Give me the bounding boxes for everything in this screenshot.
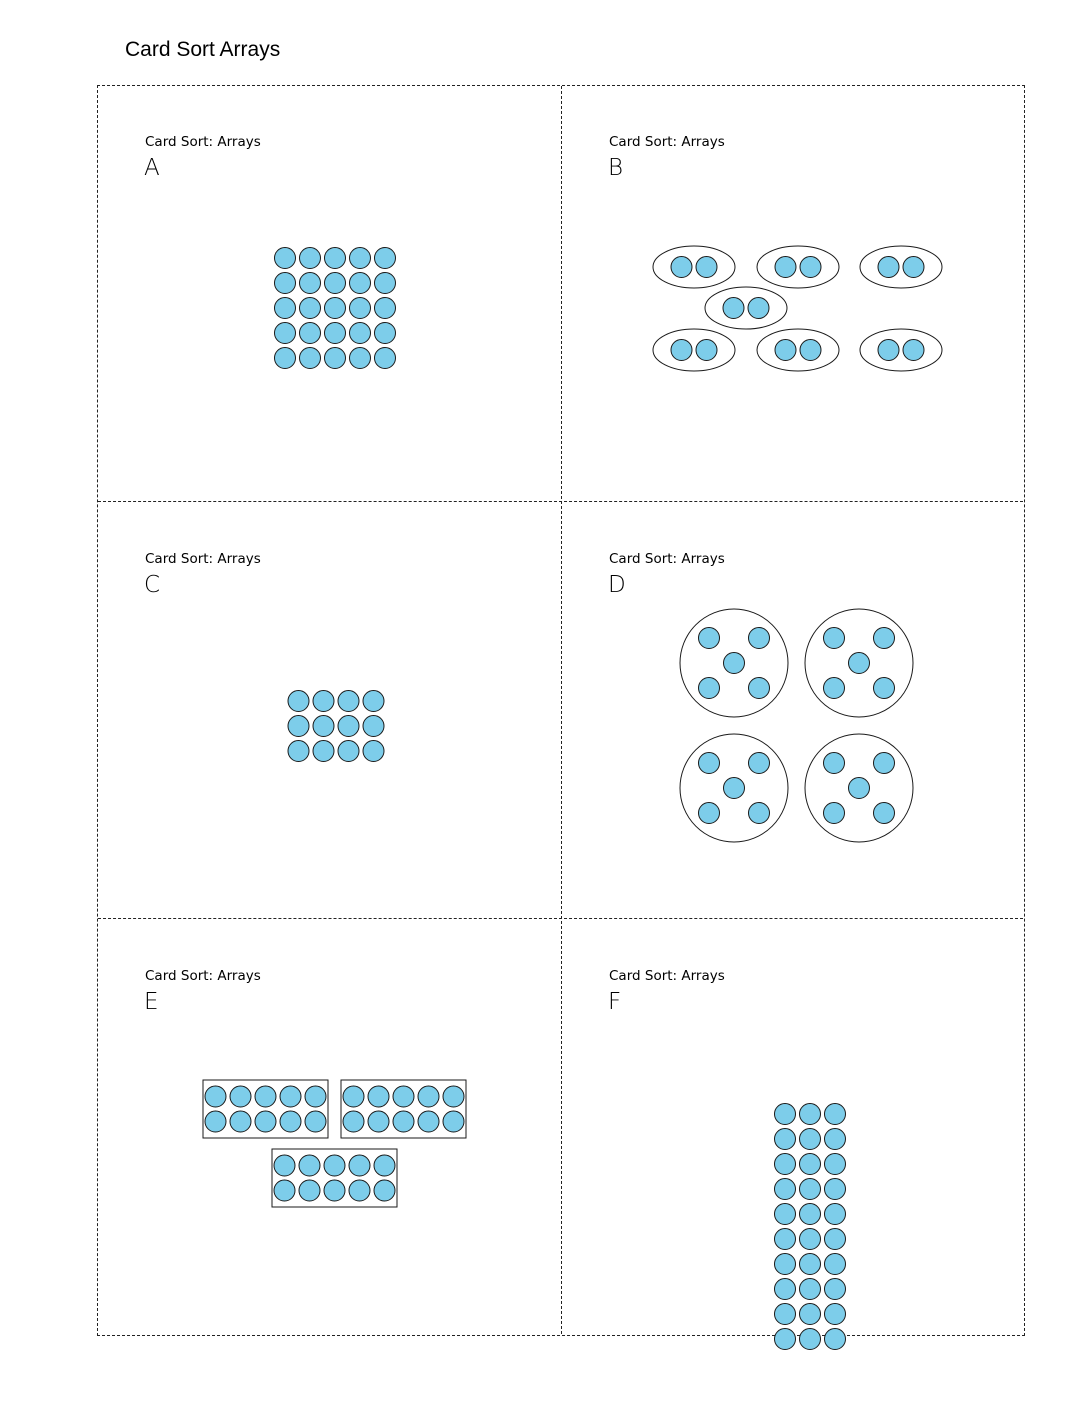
counter-dot	[775, 1279, 796, 1300]
counter-dot	[205, 1111, 226, 1132]
counter-dot	[443, 1111, 464, 1132]
counter-dot	[800, 1179, 821, 1200]
counter-dot	[375, 298, 396, 319]
counter-dot	[280, 1111, 301, 1132]
card-b[interactable]	[562, 86, 1026, 503]
card-d-dots-in-circles	[562, 503, 1026, 920]
group-oval	[705, 287, 787, 329]
counter-dot	[230, 1111, 251, 1132]
counter-dot	[825, 1179, 846, 1200]
counter-dot	[288, 691, 309, 712]
counter-dot	[313, 691, 334, 712]
card-grid	[97, 85, 1025, 1336]
counter-dot	[874, 753, 895, 774]
counter-dot	[324, 1155, 345, 1176]
group-oval	[653, 329, 735, 371]
counter-dot	[350, 273, 371, 294]
counter-dot	[338, 691, 359, 712]
counter-dot	[393, 1111, 414, 1132]
counter-dot	[696, 340, 717, 361]
card-f[interactable]	[562, 920, 1026, 1337]
group-oval	[860, 329, 942, 371]
counter-dot	[300, 298, 321, 319]
card-header: Card Sort: Arrays	[609, 968, 725, 984]
counter-dot	[824, 678, 845, 699]
counter-dot	[443, 1086, 464, 1107]
counter-dot	[274, 1155, 295, 1176]
counter-dot	[825, 1279, 846, 1300]
counter-dot	[288, 716, 309, 737]
counter-dot	[800, 1279, 821, 1300]
counter-dot	[374, 1155, 395, 1176]
counter-dot	[338, 741, 359, 762]
counter-dot	[775, 1129, 796, 1150]
counter-dot	[800, 1204, 821, 1225]
card-c[interactable]	[98, 503, 562, 920]
counter-dot	[800, 1254, 821, 1275]
counter-dot	[205, 1086, 226, 1107]
counter-dot	[325, 248, 346, 269]
counter-dot	[775, 1304, 796, 1325]
counter-dot	[825, 1229, 846, 1250]
counter-dot	[324, 1180, 345, 1201]
counter-dot	[800, 1304, 821, 1325]
counter-dot	[325, 348, 346, 369]
counter-dot	[299, 1155, 320, 1176]
counter-dot	[350, 248, 371, 269]
counter-dot	[800, 257, 821, 278]
counter-dot	[343, 1111, 364, 1132]
counter-dot	[375, 348, 396, 369]
counter-dot	[255, 1086, 276, 1107]
card-letter: B	[608, 155, 624, 181]
counter-dot	[800, 1329, 821, 1350]
counter-dot	[749, 628, 770, 649]
counter-dot	[349, 1180, 370, 1201]
counter-dot	[825, 1329, 846, 1350]
card-header: Card Sort: Arrays	[609, 134, 725, 150]
card-b-dots-in-ovals	[562, 86, 1026, 503]
counter-dot	[350, 348, 371, 369]
counter-dot	[775, 1104, 796, 1125]
counter-dot	[723, 298, 744, 319]
counter-dot	[800, 340, 821, 361]
counter-dot	[775, 1254, 796, 1275]
counter-dot	[305, 1086, 326, 1107]
counter-dot	[849, 653, 870, 674]
card-a-dots-array	[98, 86, 562, 503]
counter-dot	[775, 1204, 796, 1225]
counter-dot	[878, 257, 899, 278]
counter-dot	[775, 1329, 796, 1350]
counter-dot	[874, 678, 895, 699]
counter-dot	[825, 1129, 846, 1150]
counter-dot	[825, 1154, 846, 1175]
counter-dot	[363, 691, 384, 712]
card-f-dots-array	[562, 920, 1026, 1337]
counter-dot	[325, 323, 346, 344]
card-letter: F	[608, 989, 622, 1015]
counter-dot	[300, 248, 321, 269]
counter-dot	[671, 257, 692, 278]
counter-dot	[350, 298, 371, 319]
counter-dot	[299, 1180, 320, 1201]
counter-dot	[800, 1104, 821, 1125]
card-header: Card Sort: Arrays	[609, 551, 725, 567]
counter-dot	[749, 678, 770, 699]
counter-dot	[368, 1111, 389, 1132]
counter-dot	[300, 323, 321, 344]
counter-dot	[825, 1304, 846, 1325]
page-title: Card Sort Arrays	[125, 38, 281, 61]
counter-dot	[775, 1154, 796, 1175]
counter-dot	[363, 716, 384, 737]
counter-dot	[375, 273, 396, 294]
counter-dot	[300, 348, 321, 369]
counter-dot	[824, 803, 845, 824]
counter-dot	[305, 1111, 326, 1132]
counter-dot	[903, 257, 924, 278]
counter-dot	[325, 273, 346, 294]
counter-dot	[775, 340, 796, 361]
counter-dot	[275, 323, 296, 344]
counter-dot	[825, 1254, 846, 1275]
card-letter: C	[144, 572, 161, 598]
counter-dot	[699, 628, 720, 649]
counter-dot	[775, 257, 796, 278]
counter-dot	[275, 248, 296, 269]
counter-dot	[343, 1086, 364, 1107]
counter-dot	[338, 716, 359, 737]
counter-dot	[275, 298, 296, 319]
counter-dot	[275, 273, 296, 294]
counter-dot	[374, 1180, 395, 1201]
counter-dot	[393, 1086, 414, 1107]
counter-dot	[699, 753, 720, 774]
counter-dot	[699, 803, 720, 824]
counter-dot	[749, 803, 770, 824]
card-letter: E	[144, 989, 159, 1015]
card-e[interactable]	[98, 920, 562, 1337]
counter-dot	[280, 1086, 301, 1107]
card-a[interactable]	[98, 86, 562, 503]
counter-dot	[375, 248, 396, 269]
counter-dot	[275, 348, 296, 369]
counter-dot	[699, 678, 720, 699]
counter-dot	[274, 1180, 295, 1201]
counter-dot	[313, 716, 334, 737]
counter-dot	[375, 323, 396, 344]
counter-dot	[368, 1086, 389, 1107]
counter-dot	[775, 1229, 796, 1250]
card-c-dots-array	[98, 503, 562, 920]
counter-dot	[825, 1204, 846, 1225]
group-oval	[757, 329, 839, 371]
counter-dot	[325, 298, 346, 319]
counter-dot	[696, 257, 717, 278]
group-oval	[757, 246, 839, 288]
counter-dot	[824, 753, 845, 774]
counter-dot	[800, 1229, 821, 1250]
counter-dot	[825, 1104, 846, 1125]
counter-dot	[350, 323, 371, 344]
counter-dot	[824, 628, 845, 649]
counter-dot	[313, 741, 334, 762]
counter-dot	[418, 1111, 439, 1132]
counter-dot	[418, 1086, 439, 1107]
counter-dot	[749, 753, 770, 774]
counter-dot	[748, 298, 769, 319]
card-letter: A	[144, 155, 160, 181]
counter-dot	[878, 340, 899, 361]
card-header: Card Sort: Arrays	[145, 968, 261, 984]
counter-dot	[903, 340, 924, 361]
group-oval	[653, 246, 735, 288]
counter-dot	[724, 653, 745, 674]
counter-dot	[255, 1111, 276, 1132]
card-letter: D	[608, 572, 626, 598]
counter-dot	[300, 273, 321, 294]
card-header: Card Sort: Arrays	[145, 551, 261, 567]
counter-dot	[230, 1086, 251, 1107]
counter-dot	[800, 1129, 821, 1150]
counter-dot	[288, 741, 309, 762]
counter-dot	[874, 628, 895, 649]
card-e-ten-frames	[98, 920, 562, 1337]
counter-dot	[874, 803, 895, 824]
counter-dot	[349, 1155, 370, 1176]
group-oval	[860, 246, 942, 288]
counter-dot	[724, 778, 745, 799]
card-d[interactable]	[562, 503, 1026, 920]
counter-dot	[363, 741, 384, 762]
card-header: Card Sort: Arrays	[145, 134, 261, 150]
counter-dot	[671, 340, 692, 361]
counter-dot	[775, 1179, 796, 1200]
counter-dot	[800, 1154, 821, 1175]
counter-dot	[849, 778, 870, 799]
